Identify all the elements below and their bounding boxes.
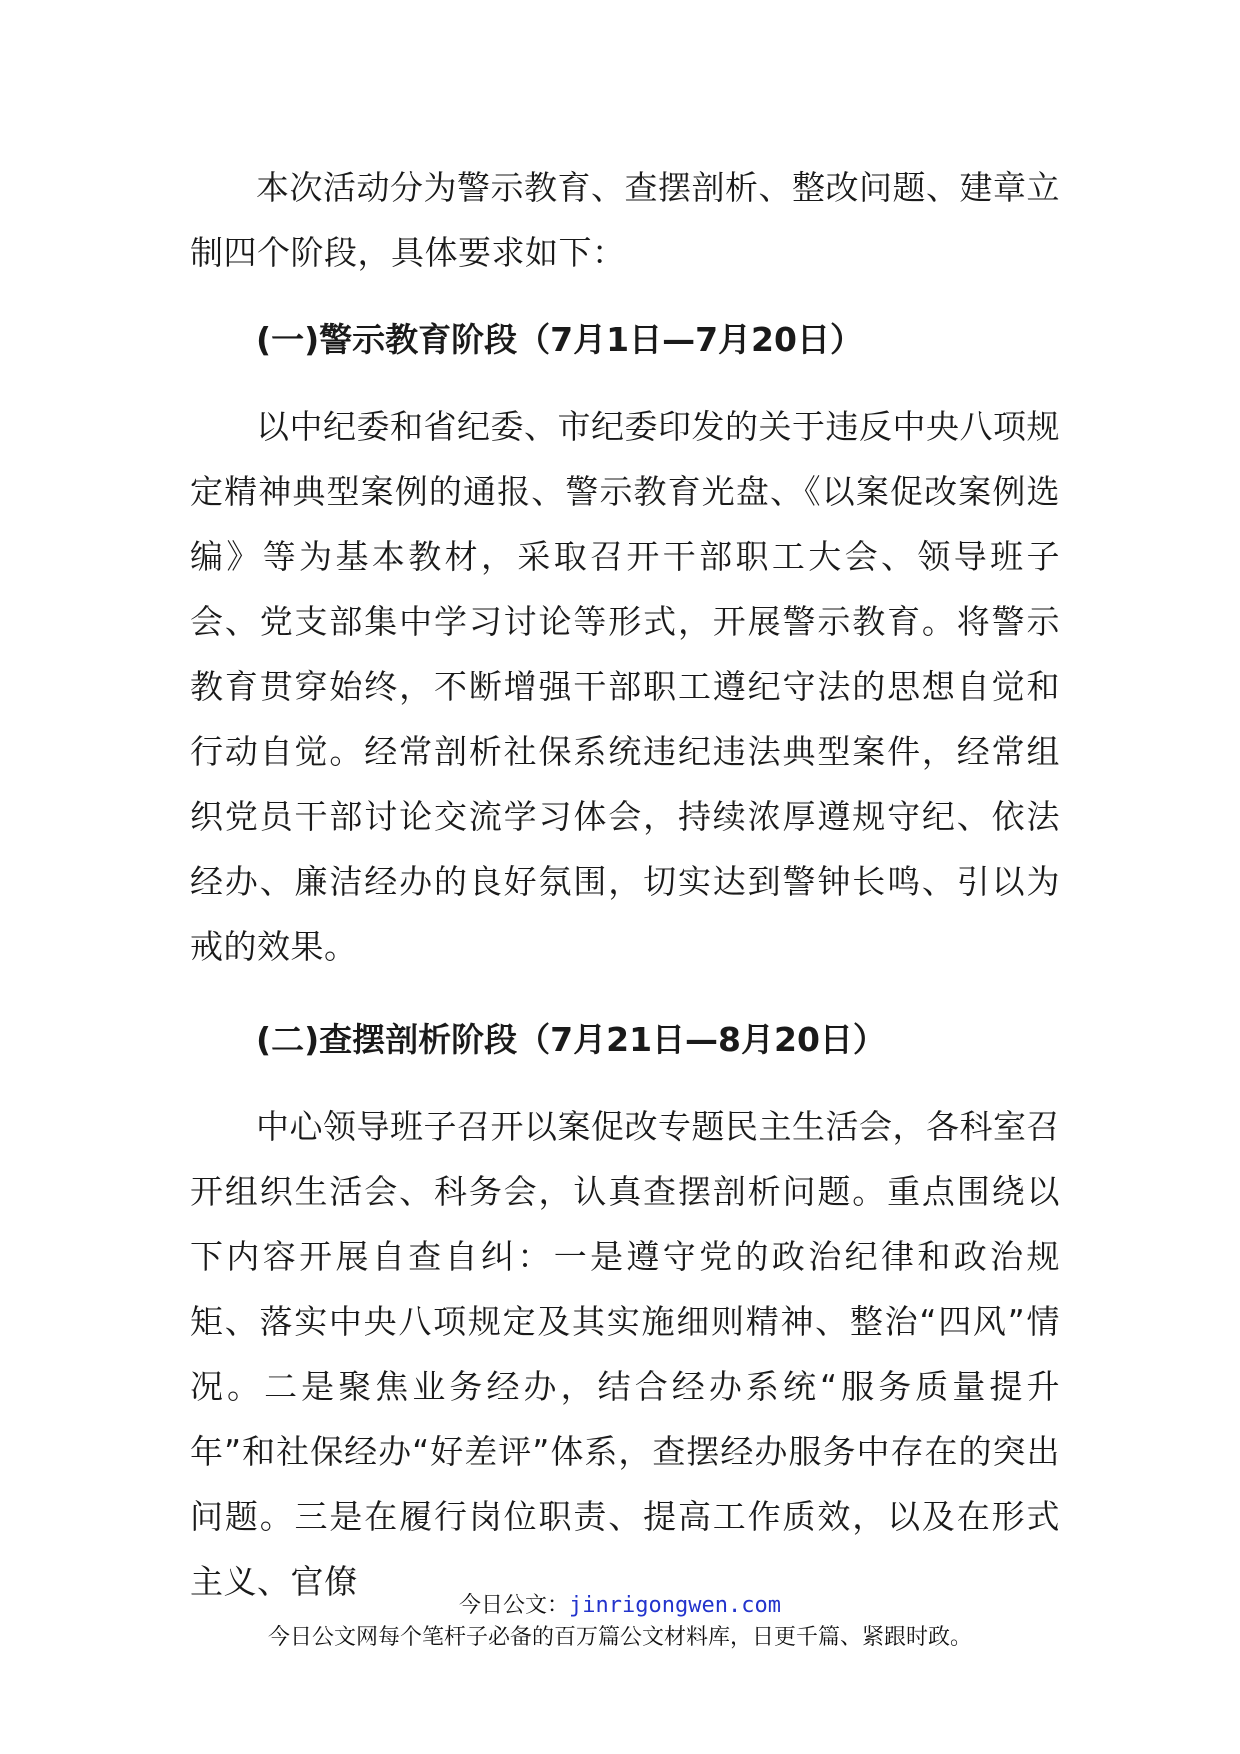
spacer: [190, 372, 1060, 394]
page-footer: [0, 1590, 1240, 1654]
spacer: [190, 1072, 1060, 1094]
section-heading-2: (二)查摆剖析阶段（7月21日—8月20日）: [256, 1020, 886, 1059]
spacer: [190, 285, 1060, 307]
spacer: [190, 979, 1060, 1007]
section-heading-1: (一)警示教育阶段（7月1日—7月20日）: [256, 320, 863, 359]
document-body: [190, 155, 1060, 1614]
intro-paragraph: 本次活动分为警示教育、查摆剖析、整改问题、建章立制四个阶段，具体要求如下：: [190, 168, 1060, 272]
footer-site-link[interactable]: jinrigongwen.com: [569, 1593, 781, 1618]
footer-tagline: 今日公文网每个笔杆子必备的百万篇公文材料库，日更千篇、紧跟时政。: [267, 1625, 972, 1650]
footer-site-label: 今日公文：: [459, 1593, 570, 1618]
footer-source-line: [0, 1590, 1240, 1622]
section-2-paragraph: 中心领导班子召开以案促改专题民主生活会，各科室召开组织生活会、科务会，认真查摆剖析问题。重点围绕以下内容开展自查自纠：一是遵守党的政治纪律和政治规矩、落实中央八项规定及其实施细则精神、整治“四风”情况。二是聚焦业务经办，结合经办系统“服务质量提升年”和社保经办“好差评”体系，查摆经办服务中存在的突出问题。三是在履行岗位职责、提高工作质效，以及在形式主义、官僚: [190, 1107, 1060, 1601]
section-1-paragraph: 以中纪委和省纪委、市纪委印发的关于违反中央八项规定精神典型案例的通报、警示教育光盘、《以案促改案例选编》等为基本教材，采取召开干部职工大会、领导班子会、党支部集中学习讨论等形式，开展警示教育。将警示教育贯穿始终，不断增强干部职工遵纪守法的思想自觉和行动自觉。经常剖析社保系统违纪违法典型案件，经常组织党员干部讨论交流学习体会，持续浓厚遵规守纪、依法经办、廉洁经办的良好氛围，切实达到警钟长鸣、引以为戒的效果。: [190, 407, 1060, 966]
